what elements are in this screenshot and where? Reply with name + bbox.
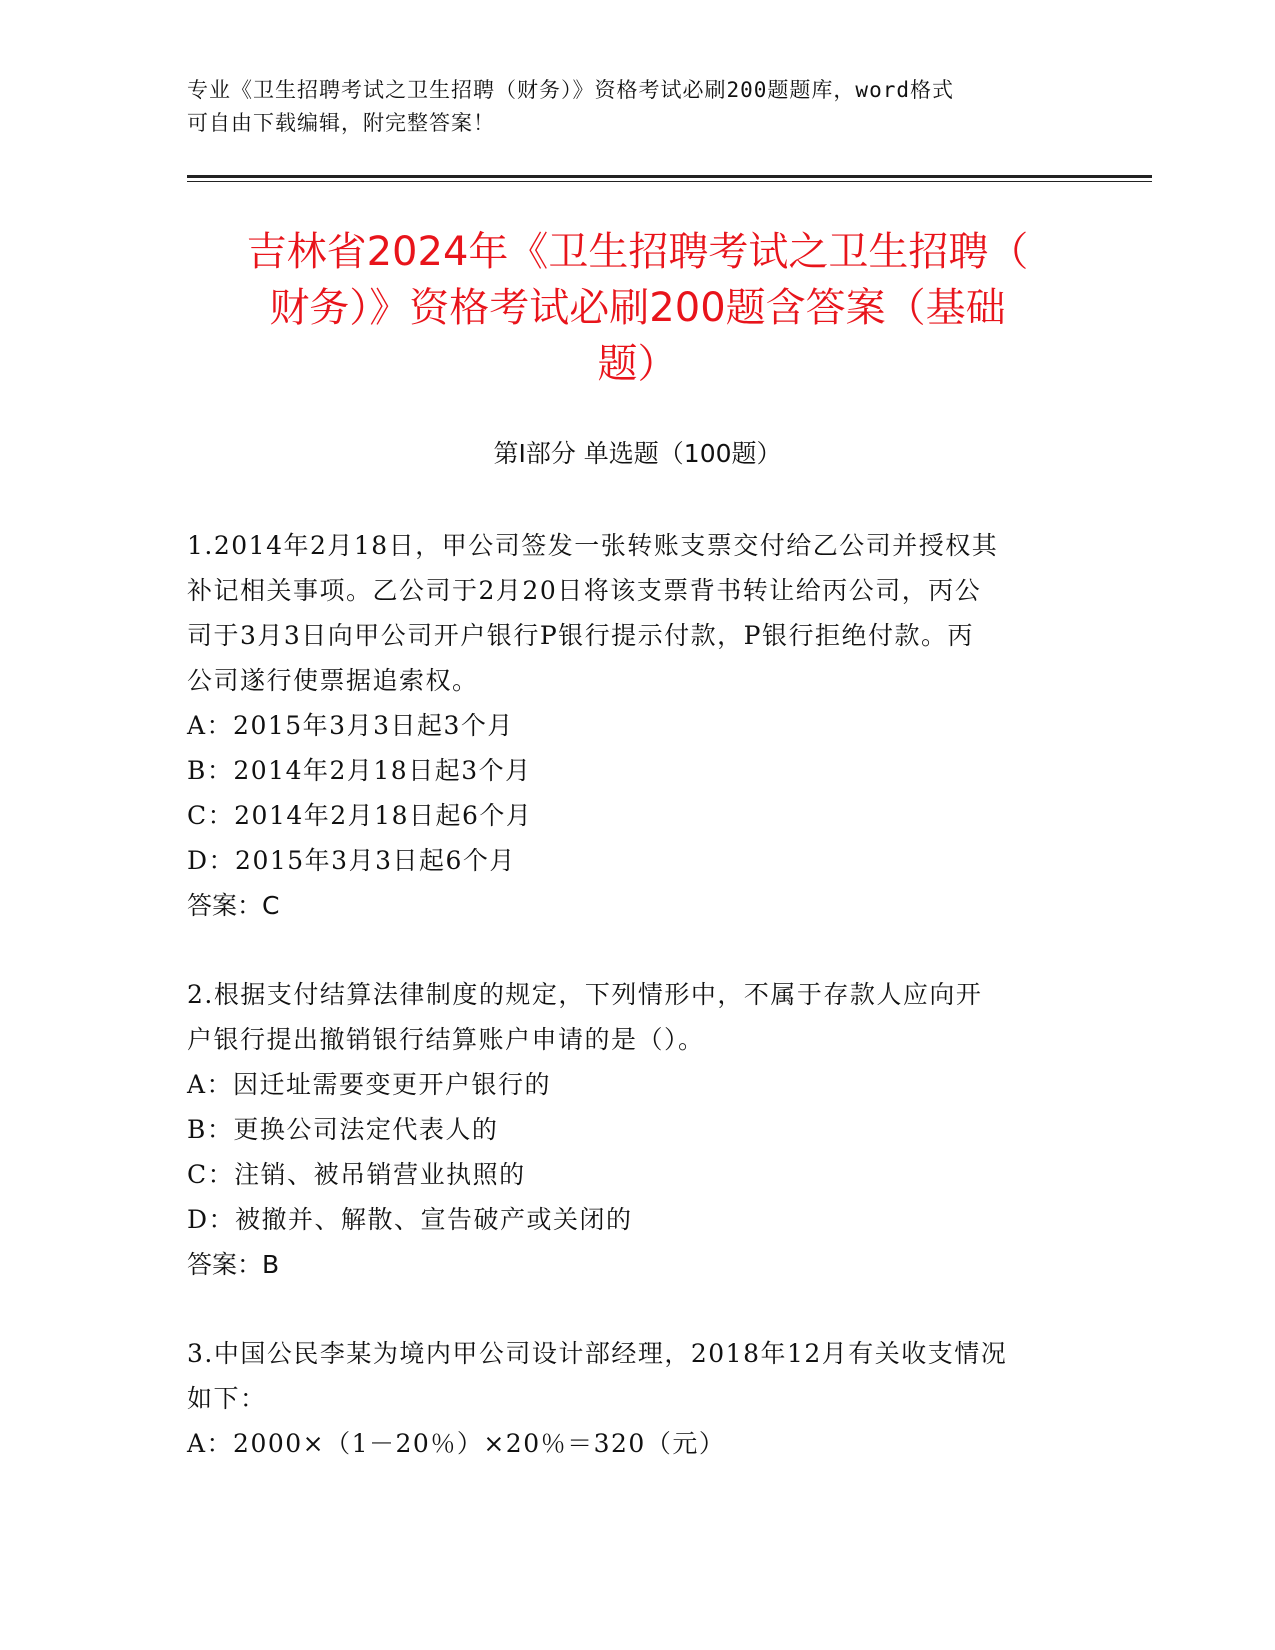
question-list <box>187 523 1087 1466</box>
option-b: B：2014年2月18日起3个月 <box>187 756 532 785</box>
question-stem-line: 户银行提出撤销银行结算账户申请的是（）。 <box>187 1025 705 1054</box>
header-divider-thick <box>187 175 1152 178</box>
header-note-line-2: 可自由下载编辑，附完整答案！ <box>187 111 495 135</box>
answer-line: 答案：B <box>187 1250 280 1279</box>
option-a: A：因迁址需要变更开户银行的 <box>187 1070 552 1099</box>
section-heading: 第Ⅰ部分 单选题（100题） <box>493 439 782 468</box>
question-spacer <box>187 1287 1087 1331</box>
option-b: B：更换公司法定代表人的 <box>187 1115 499 1144</box>
question-3 <box>187 1331 1087 1466</box>
question-stem-line: 补记相关事项。乙公司于2月20日将该支票背书转让给丙公司，丙公 <box>187 576 982 605</box>
question-2 <box>187 972 1087 1287</box>
question-stem-line: 如下： <box>187 1384 267 1413</box>
document-title-line-3: 题） <box>597 341 678 387</box>
option-d: D：2015年3月3日起6个月 <box>187 846 516 875</box>
header-divider-thin <box>187 181 1152 182</box>
option-c: C：2014年2月18日起6个月 <box>187 801 533 830</box>
option-c: C：注销、被吊销营业执照的 <box>187 1160 526 1189</box>
question-stem-line: 公司遂行使票据追索权。 <box>187 666 479 695</box>
question-spacer <box>187 928 1087 972</box>
question-stem-line: 1.2014年2月18日，甲公司签发一张转账支票交付给乙公司并授权其 <box>187 531 999 560</box>
document-title-line-2: 财务）》资格考试必刷200题含答案（基础 <box>269 285 1006 331</box>
header-note-line-1: 专业《卫生招聘考试之卫生招聘（财务）》资格考试必刷200题题库，word格式 <box>187 78 954 102</box>
question-stem-line: 司于3月3日向甲公司开户银行P银行提示付款，P银行拒绝付款。丙 <box>187 621 974 650</box>
document-title <box>180 224 1095 392</box>
option-a: A：2015年3月3日起3个月 <box>187 711 514 740</box>
answer-line: 答案：C <box>187 891 280 920</box>
document-title-line-1: 吉林省2024年《卫生招聘考试之卫生招聘（ <box>246 229 1029 275</box>
option-a: A：2000×（1－20％）×20％＝320（元） <box>187 1429 726 1458</box>
question-stem-line: 3.中国公民李某为境内甲公司设计部经理，2018年12月有关收支情况 <box>187 1339 1008 1368</box>
header-note <box>187 74 1087 140</box>
question-stem-line: 2.根据支付结算法律制度的规定，下列情形中，不属于存款人应向开 <box>187 980 983 1009</box>
question-1 <box>187 523 1087 928</box>
option-d: D：被撤并、解散、宣告破产或关闭的 <box>187 1205 633 1234</box>
